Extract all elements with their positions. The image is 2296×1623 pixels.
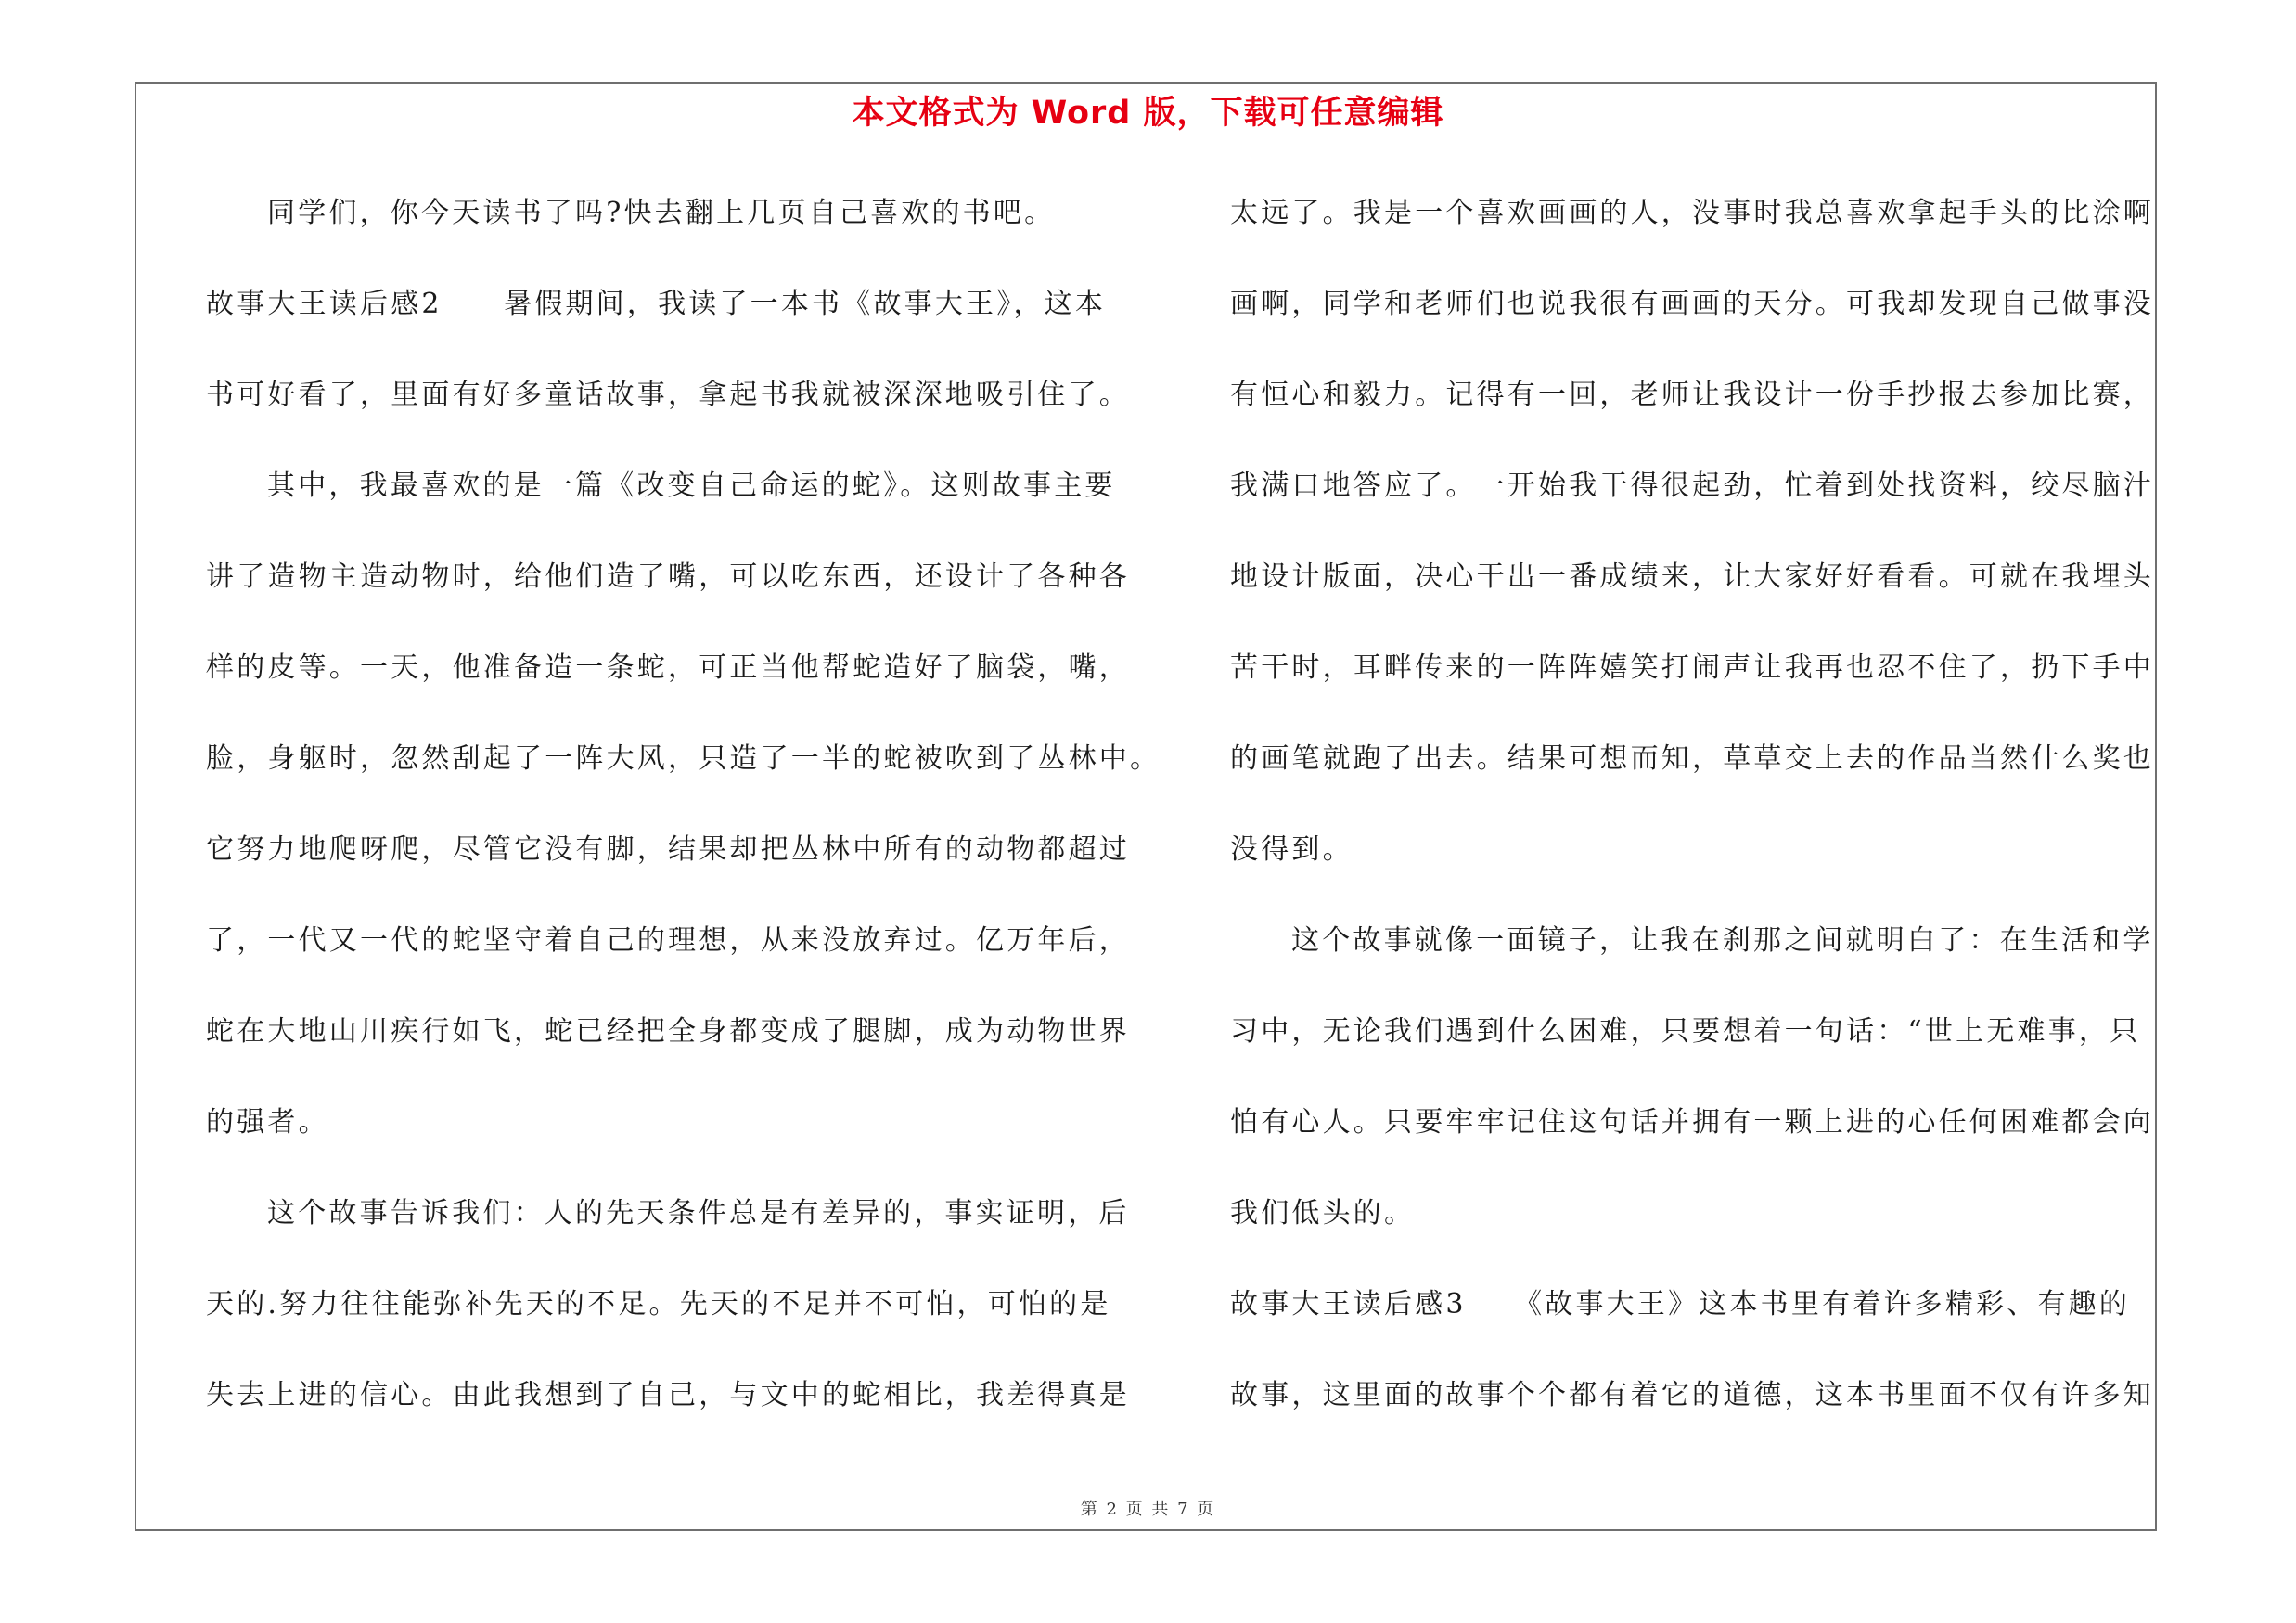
text-line: 脸，身躯时，忽然刮起了一阵大风，只造了一半的蛇被吹到了丛林中。 (206, 742, 1161, 775)
text-line: 这个故事就像一面镜子，让我在刹那之间就明白了：在生活和学 (1291, 924, 2154, 957)
text-line: 天的.努力往往能弥补先天的不足。先天的不足并不可怕，可怕的是 (206, 1288, 1111, 1320)
left-text-column (206, 186, 1161, 1459)
text-line: 讲了造物主造动物时，给他们造了嘴，可以吃东西，还设计了各种各 (206, 560, 1130, 593)
text-line: 书可好看了，里面有好多童话故事，拿起书我就被深深地吸引住了。 (206, 379, 1130, 411)
text-line: 的画笔就跑了出去。结果可想而知，草草交上去的作品当然什么奖也 (1230, 742, 2154, 775)
text-line: 画啊，同学和老师们也说我很有画画的天分。可我却发现自己做事没 (1230, 288, 2154, 320)
text-line: 故事大王读后感2 暑假期间，我读了一本书《故事大王》，这本 (206, 288, 1107, 320)
text-line: 其中，我最喜欢的是一篇《改变自己命运的蛇》。这则故事主要 (267, 470, 1116, 502)
format-notice-banner: 本文格式为 Word 版，下载可任意编辑 (852, 95, 1444, 132)
text-line: 没得到。 (1230, 833, 1353, 866)
text-line: 它努力地爬呀爬，尽管它没有脚，结果却把丛林中所有的动物都超过 (206, 833, 1130, 866)
text-line: 我满口地答应了。一开始我干得很起劲，忙着到处找资料，绞尽脑汁 (1230, 470, 2154, 502)
text-line: 苦干时，耳畔传来的一阵阵嬉笑打闹声让我再也忍不住了，扔下手中 (1230, 651, 2154, 684)
text-line: 了，一代又一代的蛇坚守着自己的理想，从来没放弃过。亿万年后， (206, 924, 1130, 957)
text-line: 同学们，你今天读书了吗?快去翻上几页自己喜欢的书吧。 (267, 197, 1056, 229)
right-text-column (1230, 186, 2153, 1459)
page-number-footer: 第 2 页 共 7 页 (1080, 1500, 1216, 1519)
text-line: 地设计版面，决心干出一番成绩来，让大家好好看看。可就在我埋头 (1230, 560, 2154, 593)
text-line: 怕有心人。只要牢牢记住这句话并拥有一颗上进的心任何困难都会向 (1230, 1106, 2154, 1139)
text-line: 故事，这里面的故事个个都有着它的道德，这本书里面不仅有许多知 (1230, 1379, 2154, 1411)
text-line: 有恒心和毅力。记得有一回，老师让我设计一份手抄报去参加比赛， (1230, 379, 2154, 411)
text-line: 我们低头的。 (1230, 1197, 1416, 1230)
text-line: 蛇在大地山川疾行如飞，蛇已经把全身都变成了腿脚，成为动物世界 (206, 1015, 1130, 1048)
text-line: 失去上进的信心。由此我想到了自己，与文中的蛇相比，我差得真是 (206, 1379, 1130, 1411)
text-line: 习中，无论我们遇到什么困难，只要想着一句话：“世上无难事，只 (1230, 1015, 2141, 1048)
text-line: 这个故事告诉我们：人的先天条件总是有差异的，事实证明，后 (267, 1197, 1130, 1230)
text-line: 样的皮等。一天，他准备造一条蛇，可正当他帮蛇造好了脑袋，嘴， (206, 651, 1130, 684)
text-line: 故事大王读后感3 《故事大王》这本书里有着许多精彩、有趣的 (1230, 1288, 2131, 1320)
text-line: 的强者。 (206, 1106, 329, 1139)
text-line: 太远了。我是一个喜欢画画的人，没事时我总喜欢拿起手头的比涂啊 (1230, 197, 2154, 229)
